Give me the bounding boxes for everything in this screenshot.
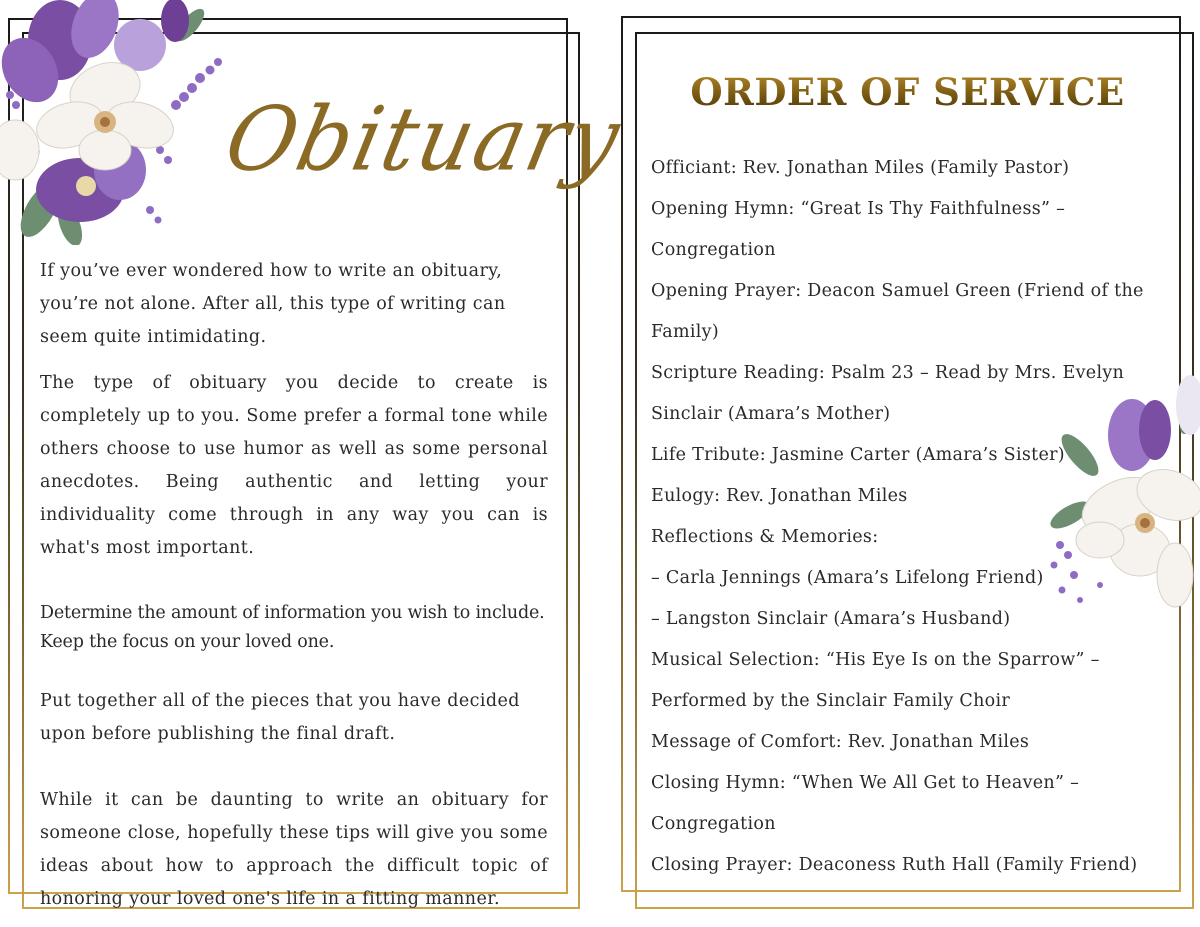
service-line: Message of Comfort: Rev. Jonathan Miles	[651, 732, 1030, 752]
service-line: Reflections & Memories:	[651, 527, 879, 547]
service-line: Performed by the Sinclair Family Choir	[651, 691, 1011, 711]
service-line: Eulogy: Rev. Jonathan Miles	[651, 486, 908, 506]
service-title: ORDER OF SERVICE	[635, 70, 1180, 114]
obituary-paragraph: While it can be daunting to write an obituary for someone close, hopefully these tips will give you some ideas about how to approach the difficult topic of honoring your loved one's life in a fitting manner.	[40, 790, 548, 909]
service-line: Closing Hymn: “When We All Get to Heaven” –	[651, 773, 1080, 793]
service-line: Closing Prayer: Deaconess Ruth Hall (Family Friend)	[651, 855, 1138, 875]
flower-bouquet-right-icon	[1040, 375, 1200, 620]
service-line: – Langston Sinclair (Amara’s Husband)	[651, 609, 1011, 629]
service-line: Congregation	[651, 814, 776, 834]
service-line: Opening Hymn: “Great Is Thy Faithfulness” –	[651, 199, 1066, 219]
service-line: Congregation	[651, 240, 776, 260]
obituary-paragraph: The type of obituary you decide to create is completely up to you. Some prefer a formal tone while others choose to use humor as well as some personal anecdotes. Being authentic and letting your individuality come through in any way you can is what's most important.	[40, 373, 548, 558]
obituary-title: Obituary	[217, 87, 630, 191]
obituary-paragraph: Put together all of the pieces that you have decided upon before publishing the final draft.	[40, 691, 520, 744]
service-line: Life Tribute: Jasmine Carter (Amara’s Sister)	[651, 445, 1065, 465]
service-line: Sinclair (Amara’s Mother)	[651, 404, 891, 424]
obituary-paragraph: Determine the amount of information you wish to include. Keep the focus on your loved one.	[40, 603, 545, 652]
service-line: Officiant: Rev. Jonathan Miles (Family Pastor)	[651, 158, 1070, 178]
obituary-body	[40, 255, 548, 916]
service-line: – Carla Jennings (Amara’s Lifelong Friend)	[651, 568, 1044, 588]
service-line: Family)	[651, 322, 719, 342]
service-line: Opening Prayer: Deacon Samuel Green (Friend of the	[651, 281, 1144, 301]
flower-bouquet-left-icon	[0, 0, 240, 245]
service-line: Musical Selection: “His Eye Is on the Sparrow” –	[651, 650, 1100, 670]
service-line: Scripture Reading: Psalm 23 – Read by Mrs. Evelyn	[651, 363, 1125, 383]
obituary-paragraph: If you’ve ever wondered how to write an obituary, you’re not alone. After all, this type of writing can seem quite intimidating.	[40, 261, 506, 347]
